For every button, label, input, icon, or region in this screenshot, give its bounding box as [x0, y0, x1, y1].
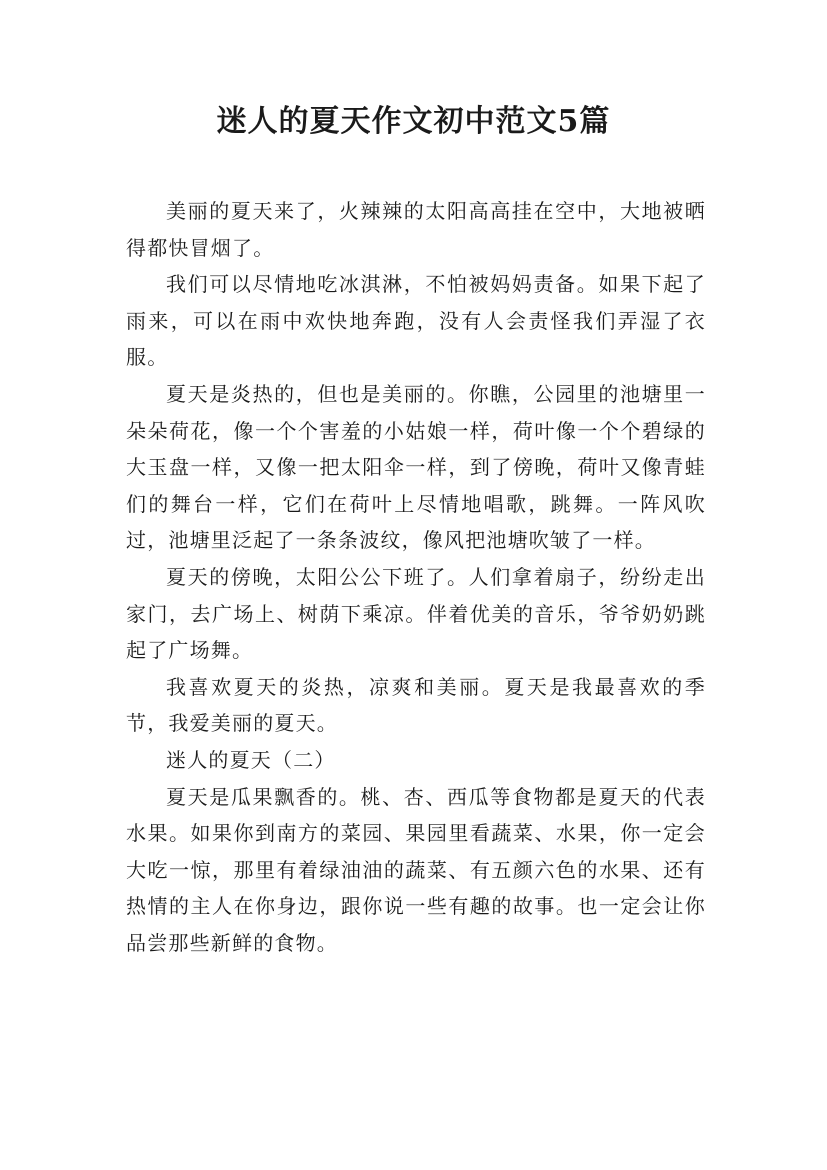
document-title: 迷人的夏天作文初中范文5篇	[216, 104, 611, 139]
document-body	[126, 193, 706, 961]
section-heading: 迷人的夏天（二）	[166, 747, 336, 772]
paragraph-1: 美丽的夏天来了，火辣辣的太阳高高挂在空中，大地被晒得都快冒烟了。	[126, 199, 706, 260]
paragraph-2: 我们可以尽情地吃冰淇淋，不怕被妈妈责备。如果下起了雨来，可以在雨中欢快地奔跑，没有人会责怪我们弄湿了衣服。	[126, 272, 706, 370]
paragraph-3: 夏天是炎热的，但也是美丽的。你瞧，公园里的池塘里一朵朵荷花，像一个个害羞的小姑娘一样，荷叶像一个个碧绿的大玉盘一样，又像一把太阳伞一样，到了傍晚，荷叶又像青蛙们的舞台一样，它们在荷叶上尽情地唱歌，跳舞。一阵风吹过，池塘里泛起了一条条波纹，像风把池塘吹皱了一样。	[126, 381, 706, 553]
paragraph-6: 夏天是瓜果飘香的。桃、杏、西瓜等食物都是夏天的代表水果。如果你到南方的菜园、果园里看蔬菜、水果，你一定会大吃一惊，那里有着绿油油的蔬菜、有五颜六色的水果、还有热情的主人在你身边，跟你说一些有趣的故事。也一定会让你品尝那些新鲜的食物。	[126, 784, 706, 955]
paragraph-4: 夏天的傍晚，太阳公公下班了。人们拿着扇子，纷纷走出家门，去广场上、树荫下乘凉。伴着优美的音乐，爷爷奶奶跳起了广场舞。	[126, 564, 706, 663]
paragraph-5: 我喜欢夏天的炎热，凉爽和美丽。夏天是我最喜欢的季节，我爱美丽的夏天。	[126, 674, 706, 736]
